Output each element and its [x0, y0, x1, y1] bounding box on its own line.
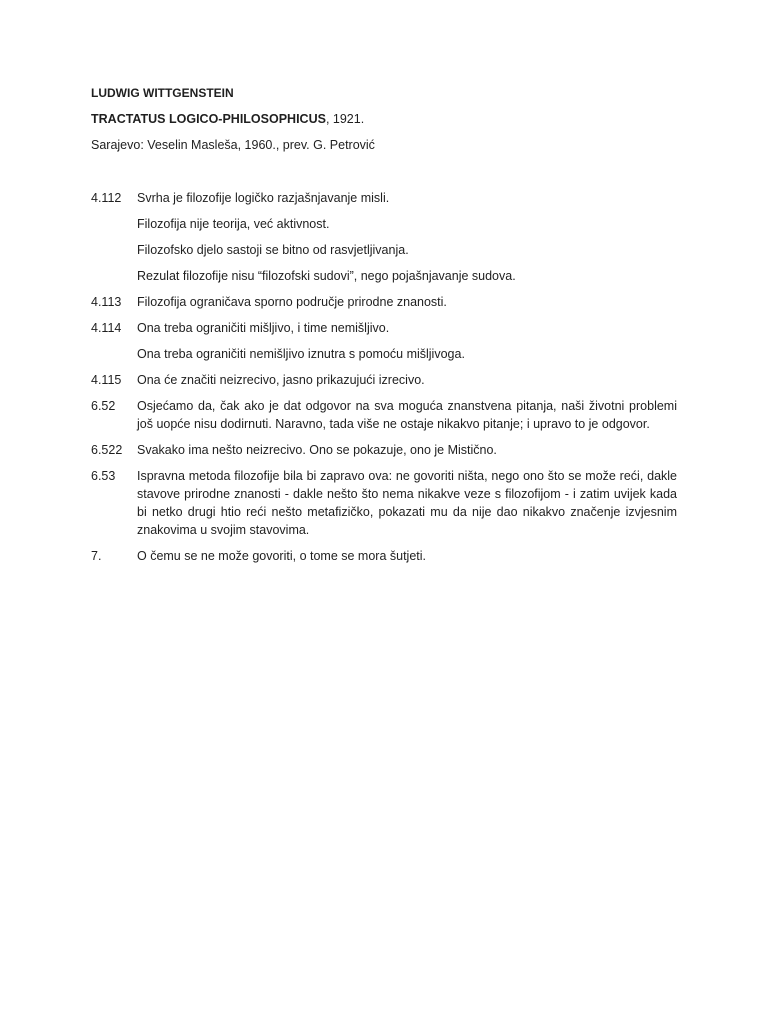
publication-info: Sarajevo: Veselin Masleša, 1960., prev. G. Petrović: [91, 138, 375, 152]
proposition-text: [137, 293, 677, 311]
proposition-4-115: [91, 371, 677, 389]
proposition-paragraph: Filozofija ograničava sporno područje prirodne znanosti.: [137, 295, 447, 309]
proposition-paragraph: Ispravna metoda filozofije bila bi zapravo ova: ne govoriti ništa, nego ono što se može reći, dakle stavove prirodne znanosti - dakle nešto što nema nikakve veze s filozofijom - i zatim uvijek kada bi netko drugi htio reći nešto metafizičko, pokazati mu da nije dao nikakvo značenje izvjesnim znakovima u svojim stavovima.: [137, 469, 677, 537]
book-title: TRACTATUS LOGICO-PHILOSOPHICUS: [91, 112, 326, 126]
proposition-number: 6.522: [91, 443, 123, 457]
proposition-text: [137, 441, 677, 459]
proposition-text: [137, 189, 677, 285]
proposition-4-113: [91, 293, 677, 311]
proposition-number: 7.: [91, 549, 102, 563]
book-year: , 1921.: [325, 112, 365, 126]
author-name: LUDWIG WITTGENSTEIN: [91, 86, 234, 100]
proposition-paragraph: Rezulat filozofije nisu “filozofski sudovi”, nego pojašnjavanje sudova.: [137, 269, 516, 283]
proposition-paragraph: Svakako ima nešto neizrecivo. Ono se pokazuje, ono je Mistično.: [137, 443, 497, 457]
proposition-4-114: [91, 319, 677, 363]
proposition-number: 6.52: [91, 399, 116, 413]
proposition-paragraph: Filozofsko djelo sastoji se bitno od rasvjetljivanja.: [137, 243, 409, 257]
proposition-number: 4.113: [91, 295, 122, 309]
proposition-6-53: [91, 467, 677, 539]
proposition-paragraph: Filozofija nije teorija, već aktivnost.: [137, 217, 330, 231]
proposition-paragraph: O čemu se ne može govoriti, o tome se mora šutjeti.: [137, 549, 427, 563]
proposition-paragraph: Osjećamo da, čak ako je dat odgovor na sva moguća znanstvena pitanja, naši životni problemi još uopće nisu dodirnuti. Naravno, tada više ne ostaje nikakvo pitanje; i upravo to je odgovor.: [137, 399, 677, 431]
proposition-paragraph: Ona treba ograničiti mišljivo, i time nemišljivo.: [137, 321, 390, 335]
proposition-number: 6.53: [91, 469, 116, 483]
proposition-text: [137, 467, 677, 539]
propositions-list: [91, 189, 677, 573]
proposition-paragraph: Ona treba ograničiti nemišljivo iznutra s pomoću mišljivoga.: [137, 347, 465, 361]
proposition-4-112: [91, 189, 677, 285]
proposition-paragraph: Ona će značiti neizrecivo, jasno prikazujući izrecivo.: [137, 373, 425, 387]
proposition-text: [137, 319, 677, 363]
book-title-line: [91, 112, 691, 127]
proposition-text: [137, 397, 677, 433]
proposition-number: 4.114: [91, 321, 122, 335]
proposition-number: 4.112: [91, 191, 122, 205]
proposition-7: [91, 547, 677, 565]
proposition-6-52: [91, 397, 677, 433]
proposition-text: [137, 547, 677, 565]
proposition-paragraph: Svrha je filozofije logičko razjašnjavanje misli.: [137, 191, 390, 205]
proposition-text: [137, 371, 677, 389]
document-header: [91, 86, 691, 164]
proposition-number: 4.115: [91, 373, 122, 387]
proposition-6-522: [91, 441, 677, 459]
